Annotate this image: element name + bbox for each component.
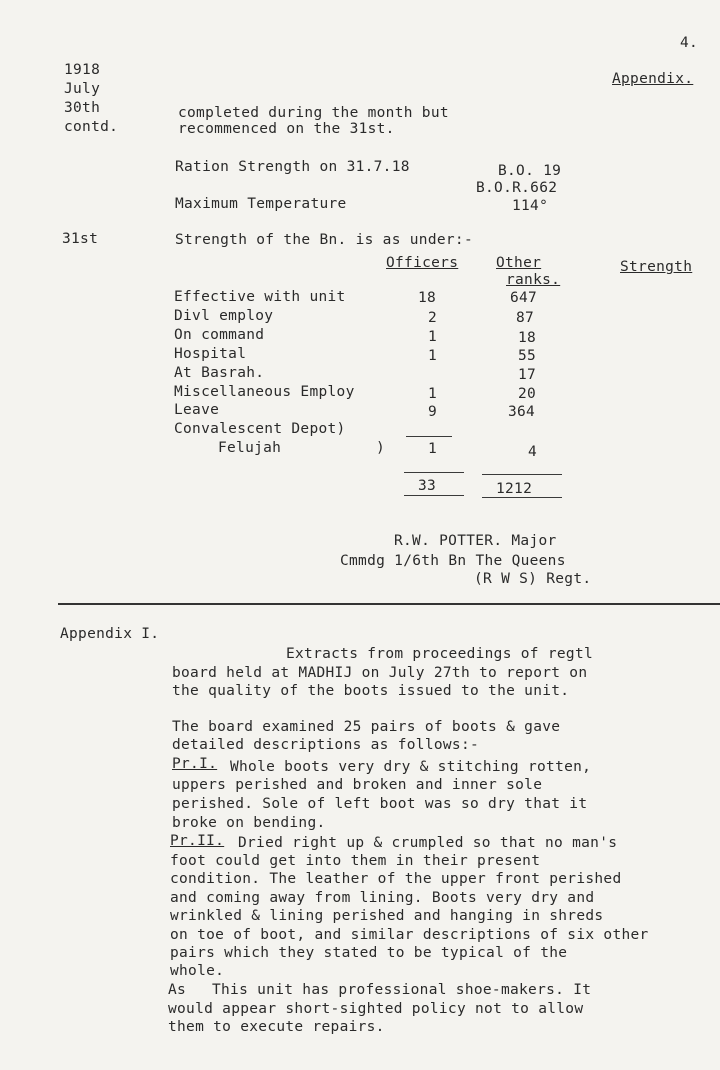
row-label: Hospital bbox=[174, 346, 247, 362]
page-number: 4. bbox=[680, 35, 699, 51]
depot-other: 4 bbox=[528, 444, 538, 460]
temperature-label: Maximum Temperature bbox=[175, 196, 347, 212]
appendix-line: whole. bbox=[170, 963, 225, 979]
appendix-line: the quality of the boots issued to the unit. bbox=[172, 683, 570, 699]
ration-bor: B.O.R.662 bbox=[476, 180, 558, 196]
appendix-line: on toe of boot, and similar descriptions of six other bbox=[170, 927, 649, 943]
intro-line-2: recommenced on the 31st. bbox=[178, 121, 395, 137]
signature-line-3: (R W S) Regt. bbox=[474, 571, 592, 587]
signature-line-2: Cmmdg 1/6th Bn The Queens bbox=[340, 553, 566, 569]
row-label: Miscellaneous Employ bbox=[174, 384, 355, 400]
row-other: 364 bbox=[508, 404, 536, 420]
depot-bracket: ) bbox=[376, 440, 386, 456]
ration-bo: B.O. 19 bbox=[498, 163, 562, 179]
strength-heading: Strength of the Bn. is as under:- bbox=[175, 232, 473, 248]
appendix-line: This unit has professional shoe-makers. It bbox=[212, 982, 592, 998]
pair-two-label: Pr.II. bbox=[170, 833, 225, 849]
appendix-line: wrinkled & lining perished and hanging in shreds bbox=[170, 908, 604, 924]
total-other-rule-bottom bbox=[482, 497, 562, 498]
appendix-line: uppers perished and broken and inner sole bbox=[172, 777, 543, 793]
row-other: 87 bbox=[516, 310, 535, 326]
row-other: 18 bbox=[518, 330, 537, 346]
row-officers: 2 bbox=[428, 310, 438, 326]
total-officers-rule-top bbox=[404, 472, 464, 473]
row-officers: 18 bbox=[418, 290, 437, 306]
signature-line-1: R.W. POTTER. Major bbox=[394, 533, 557, 549]
row-other: 55 bbox=[518, 348, 537, 364]
temperature-value: 114° bbox=[512, 198, 549, 214]
row-officers: 1 bbox=[428, 329, 438, 345]
pair-one-label: Pr.I. bbox=[172, 756, 218, 772]
total-officers: 33 bbox=[418, 478, 437, 494]
date-year: 1918 bbox=[64, 62, 101, 78]
date-day-31st: 31st bbox=[62, 231, 99, 247]
row-label: Leave bbox=[174, 402, 220, 418]
row-other: 17 bbox=[518, 367, 537, 383]
total-officers-rule-bottom bbox=[404, 495, 464, 496]
col-other-2: ranks. bbox=[506, 272, 561, 288]
depot-officers-rule bbox=[406, 436, 452, 437]
row-officers: 9 bbox=[428, 404, 438, 420]
row-label: On command bbox=[174, 327, 265, 343]
appendix-line: broke on bending. bbox=[172, 815, 326, 831]
row-other: 647 bbox=[510, 290, 538, 306]
row-officers: 1 bbox=[428, 348, 438, 364]
appendix-line: Dried right up & crumpled so that no man's bbox=[238, 835, 618, 851]
depot-label-2: Felujah bbox=[218, 440, 282, 456]
date-contd: contd. bbox=[64, 119, 119, 135]
depot-officers: 1 bbox=[428, 441, 438, 457]
section-divider bbox=[58, 603, 720, 605]
row-label: At Basrah. bbox=[174, 365, 265, 381]
appendix-line: them to execute repairs. bbox=[168, 1019, 385, 1035]
appendix-line: Whole boots very dry & stitching rotten, bbox=[230, 759, 592, 775]
appendix-line: pairs which they stated to be typical of the bbox=[170, 945, 568, 961]
col-other-1: Other bbox=[496, 255, 542, 271]
appendix-line: foot could get into them in their present bbox=[170, 853, 541, 869]
total-other-rule-top bbox=[482, 474, 562, 475]
date-month: July bbox=[64, 81, 101, 97]
appendix-line: would appear short-sighted policy not to allow bbox=[168, 1001, 584, 1017]
appendix-line: and coming away from lining. Boots very dry and bbox=[170, 890, 595, 906]
ration-label: Ration Strength on 31.7.18 bbox=[175, 159, 410, 175]
appendix-note: Appendix. bbox=[612, 71, 694, 87]
row-officers: 1 bbox=[428, 386, 438, 402]
row-label: Effective with unit bbox=[174, 289, 346, 305]
date-day: 30th bbox=[64, 100, 101, 116]
total-other: 1212 bbox=[496, 481, 533, 497]
appendix-line: condition. The leather of the upper front perished bbox=[170, 871, 622, 887]
col-officers: Officers bbox=[386, 255, 459, 271]
strength-side-note: Strength bbox=[620, 259, 693, 275]
appendix-line: detailed descriptions as follows:- bbox=[172, 737, 480, 753]
appendix-line: board held at MADHIJ on July 27th to report on bbox=[172, 665, 588, 681]
as-word: As bbox=[168, 982, 187, 998]
appendix-line: The board examined 25 pairs of boots & gave bbox=[172, 719, 561, 735]
intro-line-1: completed during the month but bbox=[178, 105, 449, 121]
appendix-line: Extracts from proceedings of regtl bbox=[286, 646, 594, 662]
row-other: 20 bbox=[518, 386, 537, 402]
appendix-line: perished. Sole of left boot was so dry that it bbox=[172, 796, 588, 812]
appendix-title: Appendix I. bbox=[60, 626, 160, 642]
row-label: Divl employ bbox=[174, 308, 274, 324]
depot-label-1: Convalescent Depot) bbox=[174, 421, 346, 437]
